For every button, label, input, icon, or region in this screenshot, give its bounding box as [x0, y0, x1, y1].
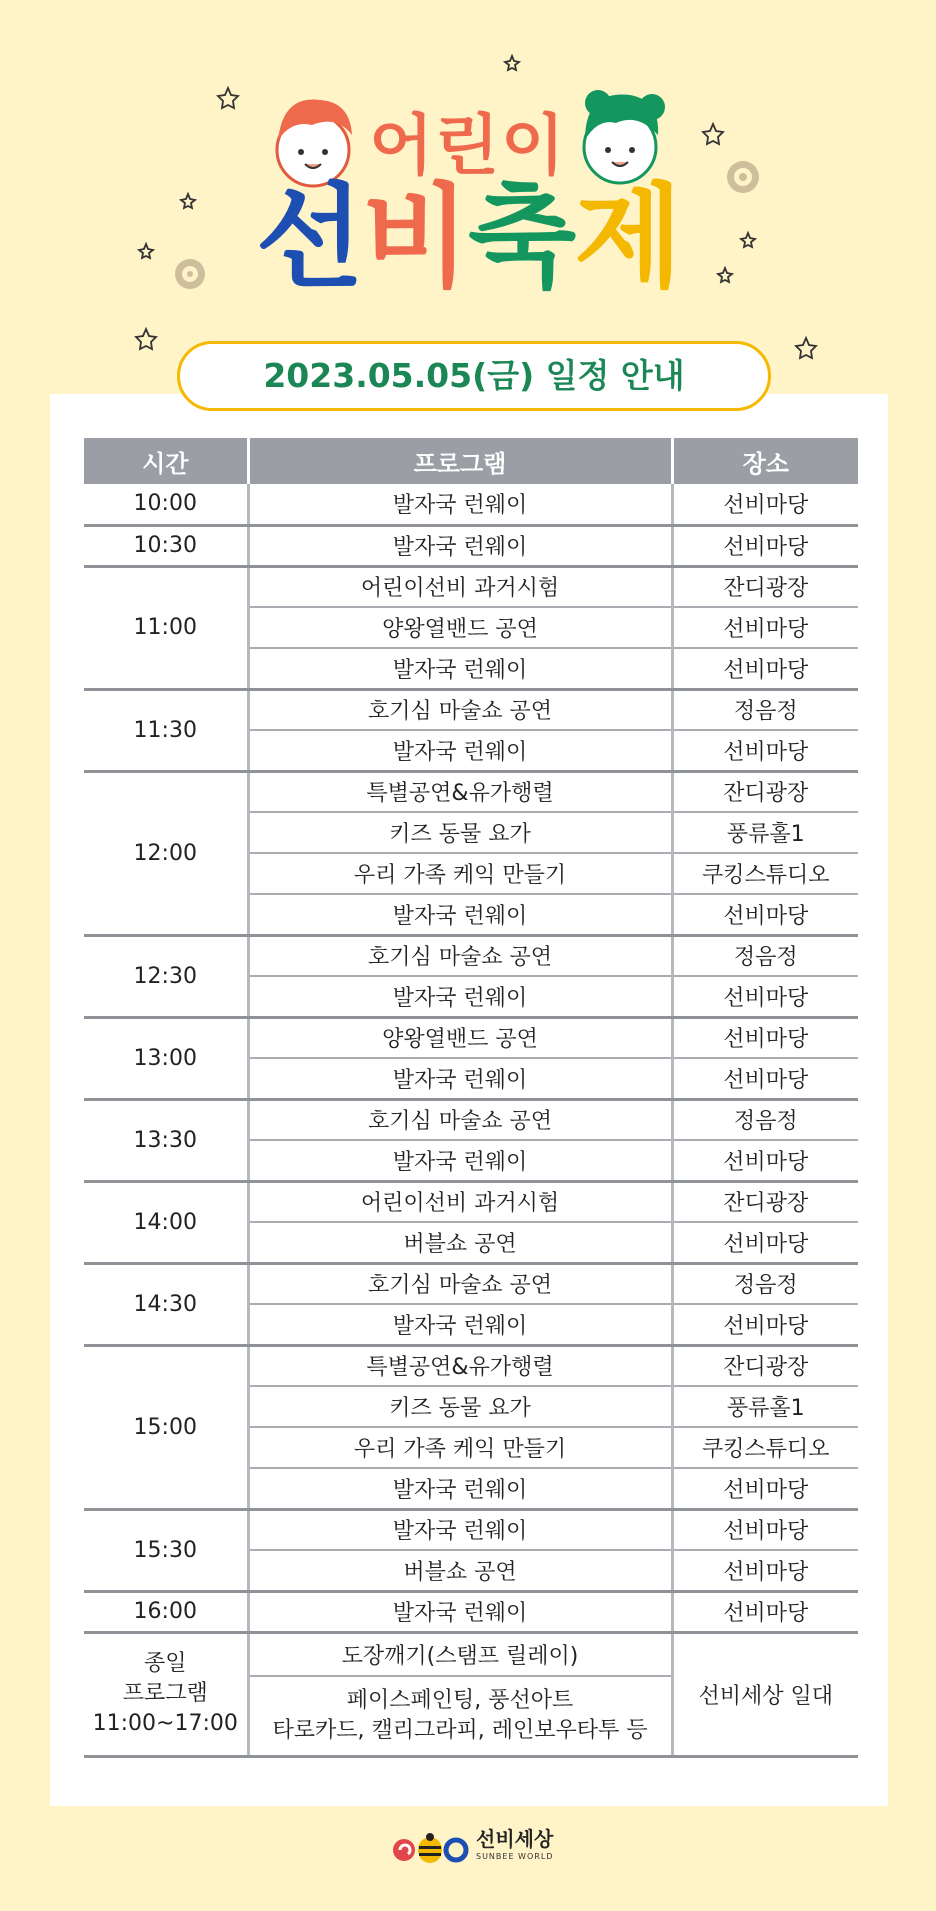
- place-cell: 선비마당: [672, 1304, 858, 1345]
- allday-time-cell: [84, 1632, 248, 1756]
- program-cell: 버블쇼 공연: [248, 1222, 672, 1263]
- program-cell: 호기심 마술쇼 공연: [248, 935, 672, 976]
- time-cell: 16:00: [84, 1591, 248, 1632]
- place-cell: 정음정: [672, 1263, 858, 1304]
- place-cell: 선비마당: [672, 976, 858, 1017]
- place-cell: 선비마당: [672, 648, 858, 689]
- place-cell: 선비마당: [672, 1058, 858, 1099]
- program-cell: 양왕열밴드 공연: [248, 1017, 672, 1058]
- place-cell: 선비마당: [672, 1017, 858, 1058]
- program-cell: 발자국 런웨이: [248, 1468, 672, 1509]
- place-cell: 선비마당: [672, 1550, 858, 1591]
- table-row: [84, 525, 858, 566]
- place-cell: 잔디광장: [672, 771, 858, 812]
- program-cell: 어린이선비 과거시험: [248, 566, 672, 607]
- brand-sub: SUNBEE WORLD: [476, 1852, 554, 1861]
- program-cell: 호기심 마술쇼 공연: [248, 689, 672, 730]
- star-icon: [796, 338, 816, 358]
- program-cell: 발자국 런웨이: [248, 730, 672, 771]
- table-row: [84, 484, 858, 525]
- program-cell: 양왕열밴드 공연: [248, 607, 672, 648]
- program-cell: 발자국 런웨이: [248, 1140, 672, 1181]
- program-cell: [248, 1676, 672, 1756]
- program-cell: 발자국 런웨이: [248, 1591, 672, 1632]
- table-row: [84, 1509, 858, 1550]
- program-cell: 발자국 런웨이: [248, 976, 672, 1017]
- time-cell: 10:30: [84, 525, 248, 566]
- time-cell: 14:00: [84, 1181, 248, 1263]
- brand-name: 선비세상: [476, 1827, 554, 1851]
- program-cell: 특별공연&유가행렬: [248, 1345, 672, 1386]
- table-row-allday: [84, 1632, 858, 1676]
- place-cell: 선비마당: [672, 1222, 858, 1263]
- program-cell: 키즈 동물 요가: [248, 812, 672, 853]
- time-cell: 11:00: [84, 566, 248, 689]
- allday-label: 프로그램: [122, 1681, 208, 1706]
- header-program: 프로그램: [248, 438, 672, 484]
- sunbee-logo-icon: [390, 1828, 470, 1868]
- place-cell: 선비세상 일대: [672, 1632, 858, 1756]
- place-cell: 선비마당: [672, 1468, 858, 1509]
- table-row: [84, 689, 858, 730]
- table-row: [84, 1263, 858, 1304]
- program-cell: 어린이선비 과거시험: [248, 1181, 672, 1222]
- program-line: 페이스페인팅, 풍선아트: [346, 1687, 574, 1713]
- place-cell: 선비마당: [672, 607, 858, 648]
- time-cell: 12:30: [84, 935, 248, 1017]
- header-time: 시간: [84, 438, 248, 484]
- program-cell: 버블쇼 공연: [248, 1550, 672, 1591]
- title-festival: [0, 168, 936, 308]
- table-row: [84, 566, 858, 607]
- table-row: [84, 935, 858, 976]
- program-cell: 우리 가족 케익 만들기: [248, 853, 672, 894]
- place-cell: 선비마당: [672, 1591, 858, 1632]
- schedule-table: [84, 438, 858, 1758]
- program-cell: 발자국 런웨이: [248, 1058, 672, 1099]
- star-icon: [505, 56, 519, 70]
- place-cell: 풍류홀1: [672, 812, 858, 853]
- date-banner: 2023.05.05(금) 일정 안내: [177, 341, 771, 411]
- program-cell: 호기심 마술쇼 공연: [248, 1099, 672, 1140]
- program-cell: 발자국 런웨이: [248, 484, 672, 525]
- table-row: [84, 1099, 858, 1140]
- brand-text: [476, 1827, 554, 1866]
- time-cell: 13:30: [84, 1099, 248, 1181]
- time-cell: 11:30: [84, 689, 248, 771]
- place-cell: 선비마당: [672, 484, 858, 525]
- place-cell: 쿠킹스튜디오: [672, 1427, 858, 1468]
- table-row: [84, 1181, 858, 1222]
- table-row: [84, 1591, 858, 1632]
- place-cell: 선비마당: [672, 894, 858, 935]
- table-row: [84, 771, 858, 812]
- title-char: 선: [255, 173, 362, 303]
- place-cell: 잔디광장: [672, 566, 858, 607]
- program-line: 타로카드, 캘리그라피, 레인보우타투 등: [272, 1717, 648, 1743]
- time-cell: 15:00: [84, 1345, 248, 1509]
- poster-header: [0, 0, 936, 400]
- star-icon: [136, 329, 156, 349]
- program-cell: 키즈 동물 요가: [248, 1386, 672, 1427]
- table-row: [84, 1345, 858, 1386]
- place-cell: 정음정: [672, 935, 858, 976]
- place-cell: 잔디광장: [672, 1345, 858, 1386]
- table-header-row: [84, 438, 858, 484]
- footer: [0, 1828, 936, 1878]
- program-cell: 우리 가족 케익 만들기: [248, 1427, 672, 1468]
- title-char: 축: [468, 173, 575, 303]
- place-cell: 선비마당: [672, 1140, 858, 1181]
- place-cell: 선비마당: [672, 1509, 858, 1550]
- time-cell: 14:30: [84, 1263, 248, 1345]
- place-cell: 선비마당: [672, 525, 858, 566]
- place-cell: 선비마당: [672, 730, 858, 771]
- allday-label: 종일: [143, 1651, 187, 1676]
- program-cell: 발자국 런웨이: [248, 894, 672, 935]
- program-cell: 도장깨기(스탬프 릴레이): [248, 1632, 672, 1676]
- place-cell: 정음정: [672, 1099, 858, 1140]
- table-row: [84, 1017, 858, 1058]
- allday-hours: 11:00~17:00: [92, 1711, 238, 1736]
- place-cell: 잔디광장: [672, 1181, 858, 1222]
- program-cell: 특별공연&유가행렬: [248, 771, 672, 812]
- title-children: 어린이: [369, 107, 567, 184]
- title-char: 비: [361, 173, 468, 303]
- program-cell: 발자국 런웨이: [248, 525, 672, 566]
- time-cell: 15:30: [84, 1509, 248, 1591]
- program-cell: 호기심 마술쇼 공연: [248, 1263, 672, 1304]
- time-cell: 10:00: [84, 484, 248, 525]
- place-cell: 쿠킹스튜디오: [672, 853, 858, 894]
- header-place: 장소: [672, 438, 858, 484]
- place-cell: 풍류홀1: [672, 1386, 858, 1427]
- brand-logo: [390, 1828, 553, 1868]
- place-cell: 정음정: [672, 689, 858, 730]
- program-cell: 발자국 런웨이: [248, 1304, 672, 1345]
- program-cell: 발자국 런웨이: [248, 1509, 672, 1550]
- program-cell: 발자국 런웨이: [248, 648, 672, 689]
- time-cell: 13:00: [84, 1017, 248, 1099]
- title-char: 제: [574, 173, 681, 303]
- time-cell: 12:00: [84, 771, 248, 935]
